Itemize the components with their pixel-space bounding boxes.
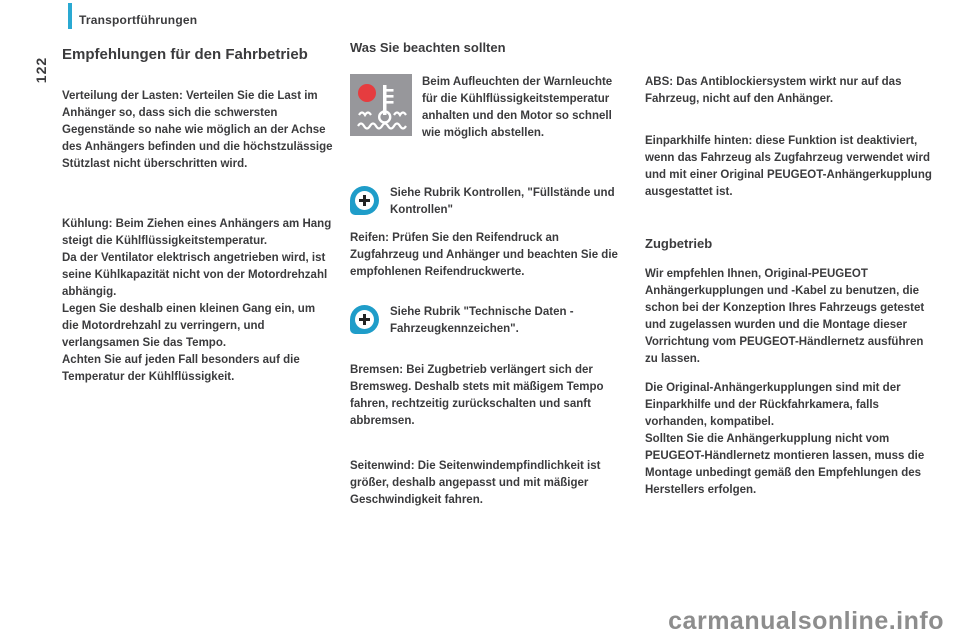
section-heading-what-to-observe: Was Sie beachten sollten: [350, 40, 506, 55]
section-heading-driving-recommendations: Empfehlungen für den Fahrbetrieb: [62, 46, 308, 63]
reference-text-2: Siehe Rubrik "Technische Daten - Fahrzeugkennzeichen".: [390, 306, 574, 335]
watermark-text: carmanualsonline.info: [668, 607, 944, 635]
paragraph-towing-recommendation: Wir empfehlen Ihnen, Original-PEUGEOT Anhängerkupplungen und -Kabel zu benutzen, die schon bei der Konzeption Ihres Fahrzeugs getestet und zugelassen wurden und die Montage dieser Vorrichtung vom PEUGEOT-Händlernetz ausführen zu lassen.: [645, 268, 925, 365]
paragraph-cooling-4: Achten Sie auf jeden Fall besonders auf die Temperatur der Kühlflüssigkeit.: [62, 354, 300, 383]
coolant-warning-text: Beim Aufleuchten der Warnleuchte für die Kühlflüssigkeitstemperatur anhalten und den Motor so schnell wie möglich abstellen.: [422, 76, 613, 139]
paragraph-towing-installation: Sollten Sie die Anhängerkupplung nicht vom PEUGEOT-Händlernetz montieren lassen, muss die Montage unbedingt gemäß den Empfehlungen des Herstellers erfolgen.: [645, 433, 925, 496]
reference-text-1: Siehe Rubrik Kontrollen, "Füllstände und Kontrollen": [390, 187, 615, 216]
chapter-title: Transportführungen: [79, 13, 198, 27]
plus-icon: [355, 310, 374, 329]
coolant-warning-row: [350, 74, 626, 142]
right-column: [645, 74, 936, 499]
coolant-temperature-warning-glyph: [350, 74, 412, 136]
header-accent-bar: [68, 3, 72, 29]
paragraph-sidewind: Seitenwind: Die Seitenwindempfindlichkeit ist größer, deshalb angepasst und mit mäßiger Geschwindigkeit fahren.: [350, 460, 601, 506]
paragraph-load-distribution: Verteilung der Lasten: Verteilen Sie die Last im Anhänger so, dass sich die schwersten Gegenstände so nahe wie möglich an der Achse des Anhängers befinden und die höchstzulässige Stützlast nicht überschritten wird.: [62, 90, 333, 170]
paragraph-tyres: Reifen: Prüfen Sie den Reifendruck an Zugfahrzeug und Anhänger und beachten Sie die empfohlenen Reifendruckwerte.: [350, 232, 618, 278]
paragraph-brakes: Bremsen: Bei Zugbetrieb verlängert sich der Bremsweg. Deshalb stets mit mäßigem Tempo fahren, rechtzeitig zurückschalten und sanft abbremsen.: [350, 364, 604, 427]
paragraph-abs: ABS: Das Antiblockiersystem wirkt nur auf das Fahrzeug, nicht auf den Anhänger.: [645, 76, 902, 105]
paragraph-rear-parking-assist: Einparkhilfe hinten: diese Funktion ist deaktiviert, wenn das Fahrzeug als Zugfahrzeug verwendet wird und mit einer Original PEUGEOT-Anhängerkupplung ausgestattet ist.: [645, 135, 932, 198]
plus-reference-icon: [350, 305, 379, 334]
section-heading-towing: Zugbetrieb: [645, 236, 713, 251]
plus-reference-icon: [350, 186, 379, 215]
plus-icon: [355, 191, 374, 210]
paragraph-cooling-2: Da der Ventilator elektrisch angetrieben wird, ist seine Kühlkapazität nicht von der Motordrehzahl abhängig.: [62, 252, 328, 298]
reference-row-1: [350, 185, 626, 219]
reference-row-2: [350, 304, 626, 338]
coolant-temperature-warning-icon: [350, 74, 412, 136]
middle-column: [350, 40, 626, 509]
paragraph-cooling-1: Kühlung: Beim Ziehen eines Anhängers am Hang steigt die Kühlflüssigkeitstemperatur.: [62, 218, 332, 247]
paragraph-towing-compatibility: Die Original-Anhängerkupplungen sind mit der Einparkhilfe und der Rückfahrkamera, falls vorhanden, kompatibel.: [645, 382, 901, 428]
paragraph-cooling-3: Legen Sie deshalb einen kleinen Gang ein, um die Motordrehzahl zu verringern, und verlangsamen Sie das Tempo.: [62, 303, 316, 349]
page-number: 122: [33, 56, 49, 84]
left-column: [62, 46, 334, 386]
